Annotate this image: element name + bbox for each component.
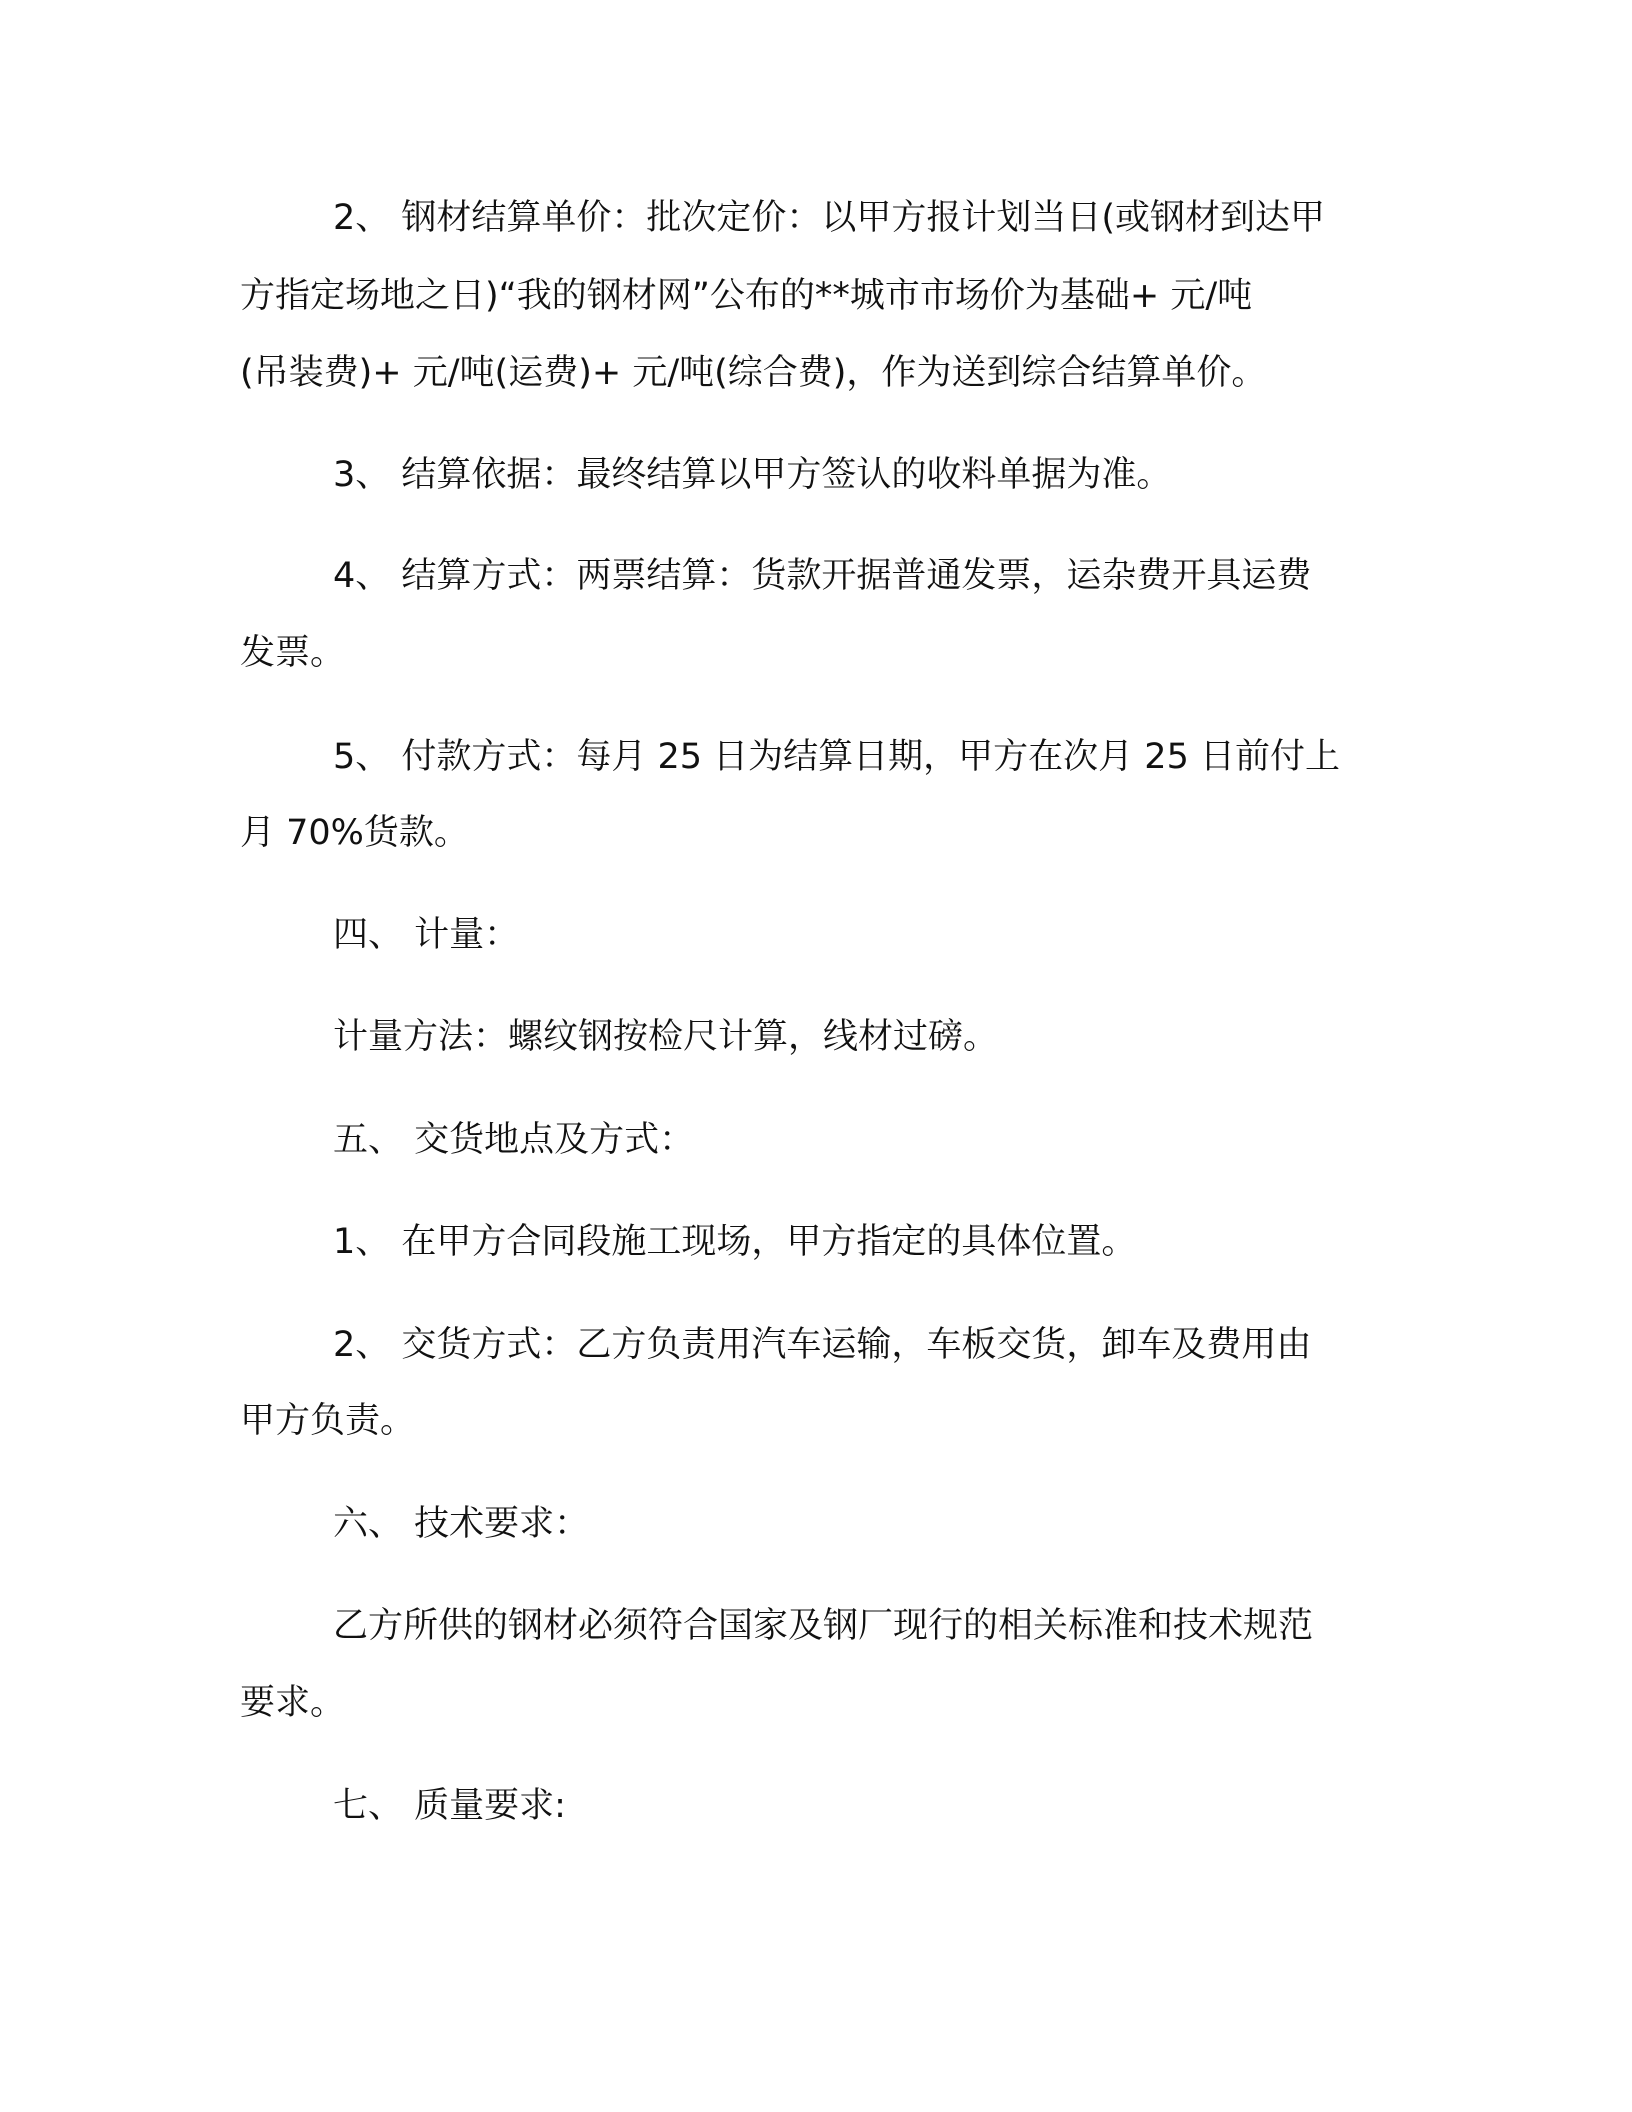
delivery-item-2-line-2: 甲方负责。 <box>240 1401 416 1441</box>
section-4-heading: 四、 计量： <box>333 915 520 955</box>
paragraph-2-line-1: 2、 钢材结算单价：批次定价：以甲方报计划当日(或钢材到达甲 <box>333 198 1326 238</box>
delivery-item-1: 1、 在甲方合同段施工现场，甲方指定的具体位置。 <box>333 1222 1137 1262</box>
paragraph-5-line-2: 月 70%货款。 <box>240 813 469 853</box>
section-7-heading: 七、 质量要求: <box>333 1786 566 1826</box>
section-6-heading: 六、 技术要求： <box>333 1504 590 1544</box>
paragraph-2-line-2: 方指定场地之日)“我的钢材网”公布的**城市市场价为基础+ 元/吨 <box>240 276 1253 316</box>
section-5-heading: 五、 交货地点及方式： <box>333 1120 695 1160</box>
technical-requirement-line-1: 乙方所供的钢材必须符合国家及钢厂现行的相关标准和技术规范 <box>333 1606 1314 1646</box>
paragraph-2-line-3: (吊装费)+ 元/吨(运费)+ 元/吨(综合费)，作为送到综合结算单价。 <box>240 353 1267 393</box>
paragraph-5-line-1: 5、 付款方式：每月 25 日为结算日期，甲方在次月 25 日前付上 <box>333 737 1340 777</box>
measurement-method: 计量方法：螺纹钢按检尺计算，线材过磅。 <box>333 1017 999 1057</box>
delivery-item-2-line-1: 2、 交货方式：乙方负责用汽车运输，车板交货，卸车及费用由 <box>333 1325 1312 1365</box>
technical-requirement-line-2: 要求。 <box>240 1683 346 1723</box>
paragraph-4-line-1: 4、 结算方式：两票结算：货款开据普通发票，运杂费开具运费 <box>333 556 1312 596</box>
paragraph-4-line-2: 发票。 <box>240 633 346 673</box>
paragraph-3-line-1: 3、 结算依据：最终结算以甲方签认的收料单据为准。 <box>333 455 1172 495</box>
